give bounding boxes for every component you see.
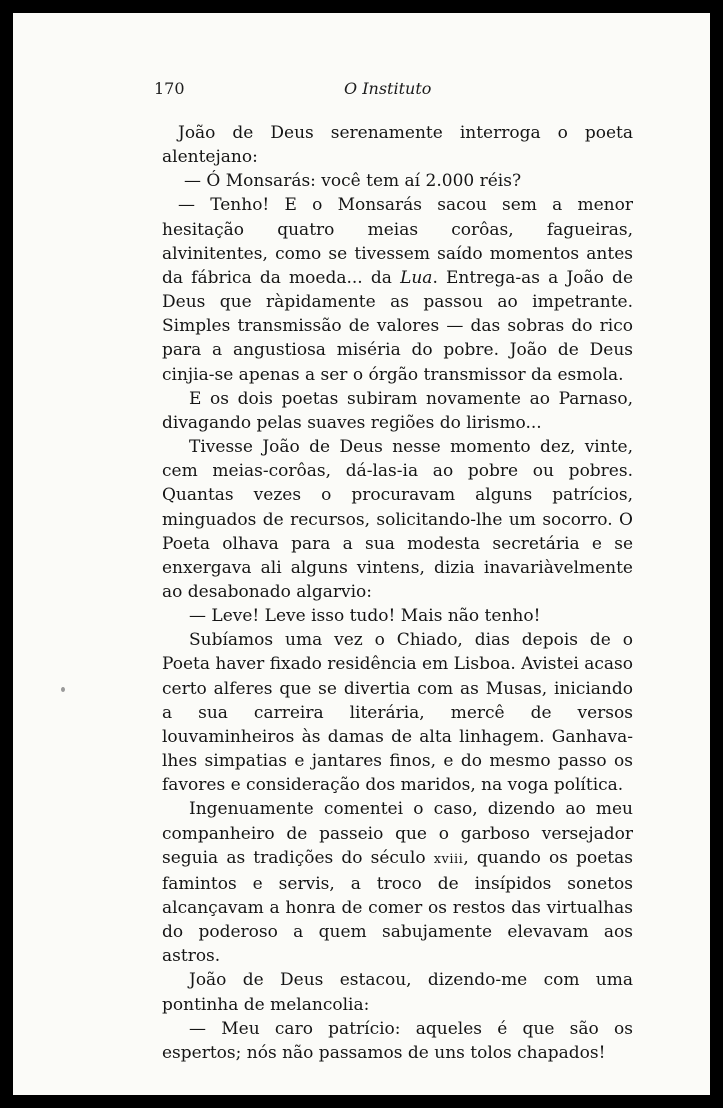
paragraph: E os dois poetas subiram novamente ao Parnaso, divagando pelas suaves regiões do lirismo... xyxy=(162,388,633,433)
paragraph: João de Deus serenamente interroga o poeta alentejano: xyxy=(162,123,633,168)
paragraph-text: — Tenho! E o Monsarás sacou sem a menor hesitação quatro meias corôas, fagueiras, alvinitentes, como se tivessem saído momentos antes da fábrica da moeda... da xyxy=(162,195,633,288)
running-title: O Instituto xyxy=(344,79,432,98)
paragraph-text: Ingenuamente comentei o caso, dizendo ao meu companheiro de passeio que o garboso versejador seguia as tradições do século xyxy=(162,799,633,868)
paragraph: Subíamos uma vez o Chiado, dias depois de o Poeta haver fixado residência em Lisboa. Avistei acaso certo alferes que se divertia com as Musas, iniciando a sua carreira literária, mercê de versos louvaminheiros às damas de alta linhagem. Ganhava-lhes simpatias e jantares finos, e do mesmo passo os favores e consideração dos maridos, na voga política. xyxy=(162,630,633,796)
page-number: 170 xyxy=(154,79,185,98)
paragraph: — Leve! Leve isso tudo! Mais não tenho! xyxy=(189,606,541,627)
paper-speck xyxy=(61,687,65,692)
paragraph: Tivesse João de Deus nesse momento dez, vinte, cem meias-corôas, dá-las-ia ao pobre ou pobres. Quantas vezes o procuravam alguns patrícios, minguados de recursos, solicitando-lhe um socorro. O Poeta olhava para a sua modesta secretária e se enxergava ali alguns vintens, dizia inavariàvelmente ao desabonado algarvio: xyxy=(162,437,633,602)
paragraph xyxy=(162,797,633,968)
paragraph-text: , quando os poetas famintos e servis, a troco de insípidos sonetos alcançavam a honra de comer os restos das virtualhas do poderoso a quem sabujamente elevavam aos astros. xyxy=(162,847,633,967)
book-page xyxy=(13,13,710,1095)
paragraph: — Ó Monsarás: você tem aí 2.000 réis? xyxy=(184,171,522,192)
paragraph-text: . Entrega-as a João de Deus que ràpidamente as passou ao impetrante. Simples transmissão de valores — das sobras do rico para a angustiosa miséria do pobre. João de Deus cinjia-se apenas a ser o órgão transmissor da esmola. xyxy=(162,267,634,385)
body-text xyxy=(162,121,633,1065)
paragraph xyxy=(162,193,633,386)
page-header xyxy=(13,79,710,103)
italic-word: Lua xyxy=(400,267,433,288)
century-smallcaps: xviii xyxy=(433,851,464,867)
paragraph: João de Deus estacou, dizendo-me com uma pontinha de melancolia: xyxy=(162,970,633,1015)
paragraph: — Meu caro patrício: aqueles é que são os espertos; nós não passamos de uns tolos chapados! xyxy=(162,1018,633,1063)
